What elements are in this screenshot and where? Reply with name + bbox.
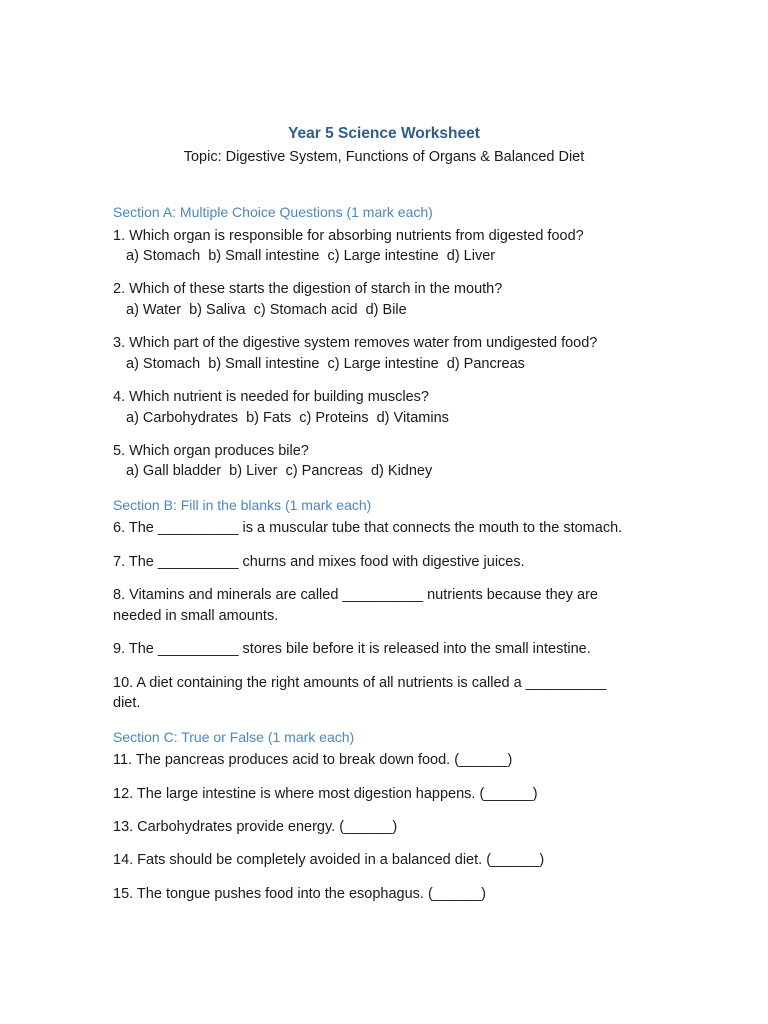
question-1-options: a) Stomach b) Small intestine c) Large intestine d) Liver (126, 248, 496, 264)
question-12: 12. The large intestine is where most digestion happens. (______) (113, 786, 538, 802)
page-title: Year 5 Science Worksheet (288, 125, 480, 142)
question-2-options: a) Water b) Saliva c) Stomach acid d) Bile (126, 302, 407, 318)
question-4: 4. Which nutrient is needed for building muscles? (113, 389, 429, 405)
question-6: 6. The __________ is a muscular tube that connects the mouth to the stomach. (113, 520, 623, 536)
question-8-line-1: 8. Vitamins and minerals are called __________ nutrients because they are (113, 587, 598, 603)
question-14: 14. Fats should be completely avoided in a balanced diet. (______) (113, 852, 545, 868)
section-a-heading: Section A: Multiple Choice Questions (1 mark each) (113, 204, 433, 220)
question-11: 11. The pancreas produces acid to break down food. (______) (113, 752, 513, 768)
question-13: 13. Carbohydrates provide energy. (______) (113, 819, 398, 835)
question-9: 9. The __________ stores bile before it is released into the small intestine. (113, 641, 591, 657)
question-1: 1. Which organ is responsible for absorbing nutrients from digested food? (113, 228, 584, 244)
question-5: 5. Which organ produces bile? (113, 443, 309, 459)
question-2: 2. Which of these starts the digestion of starch in the mouth? (113, 281, 503, 297)
section-b-heading: Section B: Fill in the blanks (1 mark each) (113, 497, 372, 513)
question-7: 7. The __________ churns and mixes food with digestive juices. (113, 554, 525, 570)
question-5-options: a) Gall bladder b) Liver c) Pancreas d) Kidney (126, 463, 433, 479)
question-10-line-2: diet. (113, 695, 141, 711)
question-10-line-1: 10. A diet containing the right amounts of all nutrients is called a __________ (113, 675, 607, 691)
section-c-heading: Section C: True or False (1 mark each) (113, 729, 355, 745)
question-8-line-2: needed in small amounts. (113, 608, 279, 624)
question-4-options: a) Carbohydrates b) Fats c) Proteins d) Vitamins (126, 410, 449, 426)
question-15: 15. The tongue pushes food into the esophagus. (______) (113, 886, 486, 902)
question-3-options: a) Stomach b) Small intestine c) Large intestine d) Pancreas (126, 356, 525, 372)
page-subtitle: Topic: Digestive System, Functions of Organs & Balanced Diet (183, 149, 585, 165)
question-3: 3. Which part of the digestive system removes water from undigested food? (113, 335, 598, 351)
